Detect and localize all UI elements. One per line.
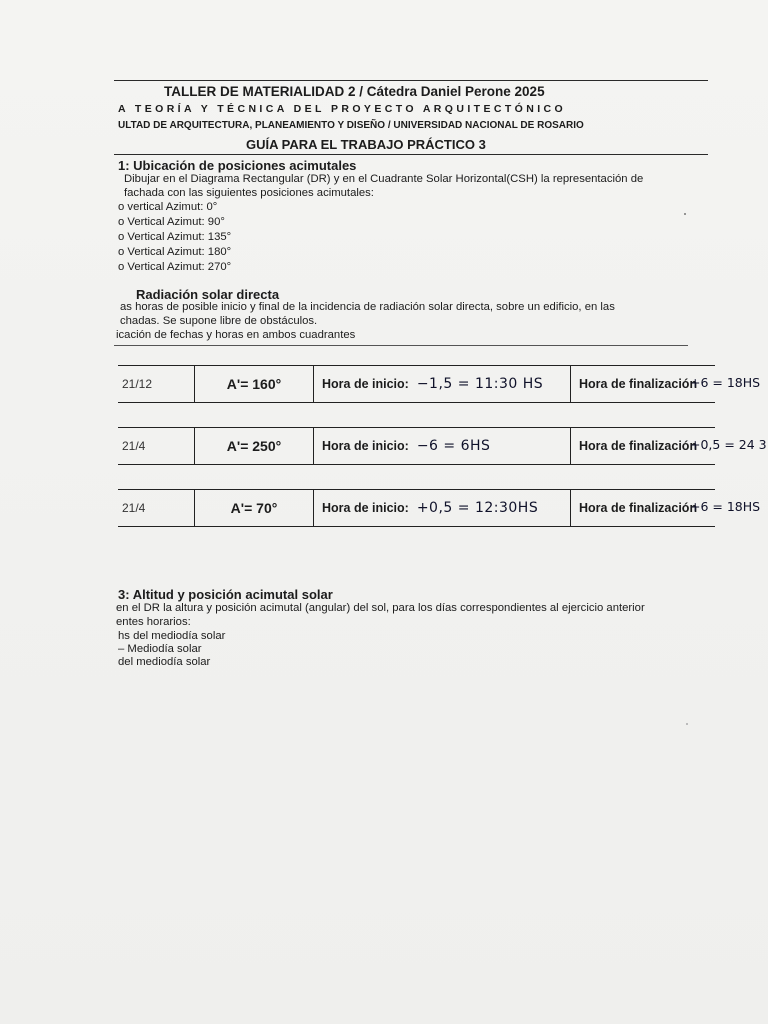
row-start-cell: [314, 428, 571, 465]
section2-underline: [114, 345, 688, 346]
row-end-label: Hora de finalización: [571, 428, 716, 465]
end-handwritten-value: +6 = 18HS: [690, 499, 761, 514]
table-row: [118, 427, 715, 465]
scan-speck: [686, 723, 688, 725]
course-subtitle: A TEORÍA Y TÉCNICA DEL PROYECTO ARQUITECTÓNICO: [118, 103, 567, 115]
row-end-label: Hora de finalización: [571, 490, 716, 527]
table-row: [118, 365, 715, 403]
section1-item: o vertical Azimut: 0°: [118, 201, 218, 213]
section2-line: as horas de posible inicio y final de la incidencia de radiación solar directa, sobre un edificio, en las: [120, 301, 615, 313]
start-handwritten-value: −6 = 6HS: [416, 438, 491, 454]
section3-line: del mediodía solar: [118, 656, 211, 668]
section1-intro-line: Dibujar en el Diagrama Rectangular (DR) y en el Cuadrante Solar Horizontal(CSH) la representación de: [124, 173, 644, 185]
section3-line: – Mediodía solar: [118, 643, 202, 655]
row-azimuth: A'= 70°: [195, 490, 314, 527]
start-label: Hora de inicio:: [322, 501, 409, 515]
start-handwritten-value: −1,5 = 11:30 HS: [416, 376, 544, 392]
table-row: [118, 489, 715, 527]
scan-speck: [684, 213, 686, 215]
header-bottom-rule: [114, 154, 708, 155]
row-start-cell: [314, 490, 571, 527]
section3-line: hs del mediodía solar: [118, 630, 226, 642]
section1-intro-line: fachada con las siguientes posiciones acimutales:: [124, 187, 374, 199]
row-date: 21/12: [118, 366, 195, 403]
row-azimuth: A'= 250°: [195, 428, 314, 465]
end-handwritten-value: +0,5 = 24 3: [690, 437, 767, 452]
course-title: TALLER DE MATERIALIDAD 2 / Cátedra Daniel Perone 2025: [164, 84, 545, 99]
section3-line: en el DR la altura y posición acimutal (angular) del sol, para los días correspondientes al ejercicio anterior: [116, 602, 645, 614]
header-top-rule: [114, 80, 708, 81]
end-handwritten-value: +6 = 18HS: [690, 375, 761, 390]
section1-item: o Vertical Azimut: 270°: [118, 261, 232, 273]
faculty-line: ULTAD DE ARQUITECTURA, PLANEAMIENTO Y DISEÑO / UNIVERSIDAD NACIONAL DE ROSARIO: [118, 120, 584, 131]
section1-item: o Vertical Azimut: 135°: [118, 231, 232, 243]
section1-item: o Vertical Azimut: 180°: [118, 246, 232, 258]
start-label: Hora de inicio:: [322, 439, 409, 453]
section2-title: Radiación solar directa: [136, 287, 280, 302]
row-date: 21/4: [118, 490, 195, 527]
section3-line: entes horarios:: [116, 616, 191, 628]
start-handwritten-value: +0,5 = 12:30HS: [416, 500, 539, 516]
section2-line: icación de fechas y horas en ambos cuadrantes: [116, 329, 356, 341]
row-start-cell: [314, 366, 571, 403]
row-end-label: Hora de finalización: [571, 366, 716, 403]
guide-title: GUÍA PARA EL TRABAJO PRÁCTICO 3: [246, 137, 486, 152]
section1-title: 1: Ubicación de posiciones acimutales: [118, 158, 357, 173]
section3-title: 3: Altitud y posición acimutal solar: [118, 587, 333, 602]
row-azimuth: A'= 160°: [195, 366, 314, 403]
section2-line: chadas. Se supone libre de obstáculos.: [120, 315, 318, 327]
row-date: 21/4: [118, 428, 195, 465]
section1-item: o Vertical Azimut: 90°: [118, 216, 225, 228]
start-label: Hora de inicio:: [322, 377, 409, 391]
